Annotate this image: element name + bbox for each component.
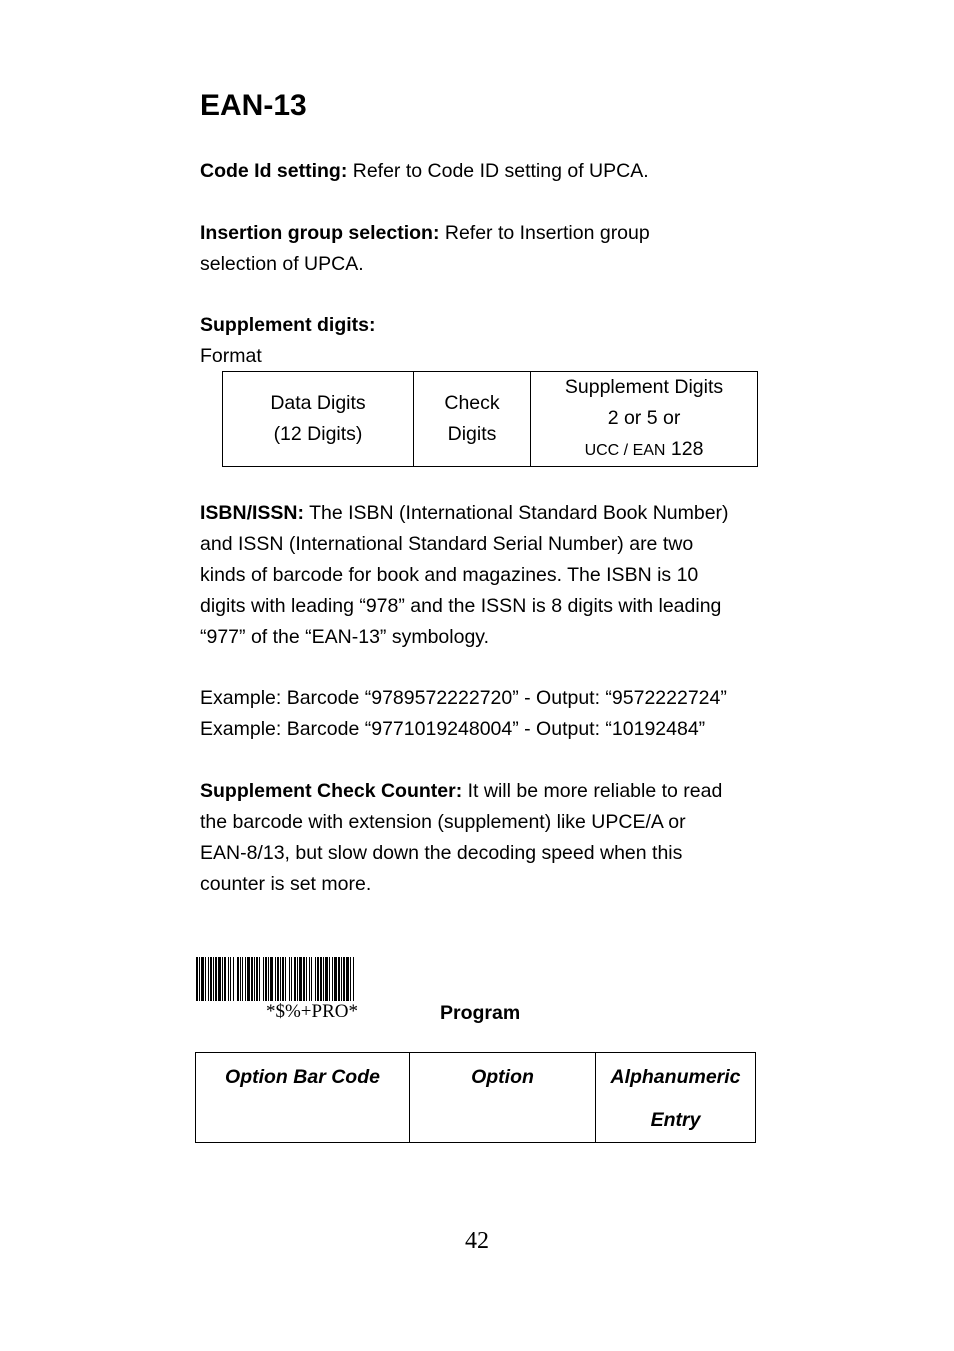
isbn-line4: digits with leading “978” and the ISSN is 8 digits with leading xyxy=(200,595,722,617)
barcode-bar xyxy=(323,957,324,1001)
insertion-paragraph xyxy=(200,218,760,280)
barcode-bar xyxy=(199,957,200,1001)
page-number: 42 xyxy=(465,1228,489,1254)
barcode-bar xyxy=(350,957,351,1001)
isbn-line3: kinds of barcode for book and magazines. The ISBN is 10 xyxy=(200,564,699,586)
format-cell-supplement-line1: Supplement Digits xyxy=(564,376,724,398)
isbn-line5: “977” of the “EAN-13” symbology. xyxy=(200,626,490,648)
option-table-header-row xyxy=(196,1053,756,1143)
code-id-text: Refer to Code ID setting of UPCA. xyxy=(347,160,649,182)
barcode-bar xyxy=(291,957,292,1001)
format-table-row xyxy=(223,372,758,467)
barcode-bar xyxy=(346,957,349,1001)
option-header: Option xyxy=(410,1053,596,1143)
alphanumeric-entry-header-line1: Alphanumeric xyxy=(610,1066,741,1088)
barcode-bar xyxy=(254,957,255,1001)
barcode-bar xyxy=(306,957,307,1001)
option-table xyxy=(195,1052,756,1143)
barcode-bar xyxy=(215,957,217,1001)
barcode-bar xyxy=(353,957,354,1001)
barcode-bar xyxy=(247,957,250,1001)
format-cell-data-digits xyxy=(223,372,414,467)
barcode-bar xyxy=(208,957,209,1001)
alphanumeric-entry-header-line2: Entry xyxy=(650,1109,701,1131)
format-cell-data-digits-line2: (12 Digits) xyxy=(273,423,363,445)
code-id-label: Code Id setting: xyxy=(200,160,348,182)
isbn-label: ISBN/ISSN: xyxy=(200,502,305,524)
barcode-bar xyxy=(332,957,333,1001)
program-label: Program xyxy=(440,1002,521,1024)
barcode-bar xyxy=(224,957,226,1001)
barcode-bar xyxy=(341,957,342,1001)
barcode-bar xyxy=(213,957,214,1001)
barcode-bar xyxy=(329,957,330,1001)
barcode-bar xyxy=(285,957,286,1001)
barcode-bar xyxy=(263,957,264,1001)
supplement-check-line4: counter is set more. xyxy=(200,873,372,895)
program-barcode-image xyxy=(195,957,429,1003)
supplement-check-line1: It will be more reliable to read xyxy=(462,780,723,802)
format-cell-supplement-line3-num: 128 xyxy=(665,438,704,460)
barcode-bar xyxy=(277,957,279,1001)
barcode-bar xyxy=(205,957,206,1001)
format-table xyxy=(222,371,758,467)
barcode-bar xyxy=(268,957,269,1001)
insertion-text: Refer to Insertion group xyxy=(439,222,650,244)
barcode-bar xyxy=(311,957,312,1001)
example-2: Example: Barcode “9771019248004” - Output: “10192484” xyxy=(200,718,706,740)
barcode-bar xyxy=(325,957,328,1001)
barcode-bar xyxy=(315,957,316,1001)
barcode-bar xyxy=(233,957,234,1001)
barcode-bar xyxy=(256,957,258,1001)
barcode-bar xyxy=(338,957,340,1001)
barcode-bar xyxy=(270,957,273,1001)
barcode-bar xyxy=(343,957,345,1001)
barcode-bar xyxy=(251,957,253,1001)
example-1: Example: Barcode “9789572222720” - Output: “9572222724” xyxy=(200,687,727,709)
code-id-paragraph xyxy=(200,156,760,187)
barcode-bar xyxy=(210,957,212,1001)
supplement-heading-label: Supplement digits: xyxy=(200,314,376,336)
insertion-label: Insertion group selection: xyxy=(200,222,440,244)
format-cell-check-digits-line2: Digits xyxy=(447,423,497,445)
barcode-bar xyxy=(280,957,281,1001)
alphanumeric-entry-header xyxy=(596,1053,756,1143)
barcode-bar xyxy=(303,957,305,1001)
page-title: EAN-13 xyxy=(200,89,307,122)
barcode-bar xyxy=(334,957,337,1001)
barcode-bar xyxy=(297,957,298,1001)
format-cell-check-digits-line1: Check xyxy=(444,392,500,414)
barcode-bar xyxy=(265,957,267,1001)
format-cell-supplement-line2: 2 or 5 or xyxy=(607,407,681,429)
supplement-check-line3: EAN-8/13, but slow down the decoding speed when this xyxy=(200,842,683,864)
supplement-check-paragraph xyxy=(200,776,760,900)
barcode-bar xyxy=(245,957,246,1001)
barcode-bar xyxy=(242,957,243,1001)
barcode-bar xyxy=(289,957,290,1001)
format-label: Format xyxy=(200,345,262,367)
barcode-bar xyxy=(196,957,198,1001)
isbn-line1: The ISBN (International Standard Book Number) xyxy=(304,502,729,524)
barcode-bar xyxy=(309,957,310,1001)
barcode-bar xyxy=(228,957,229,1001)
barcode-bar xyxy=(201,957,204,1001)
barcode-bar xyxy=(259,957,260,1001)
barcode-bar xyxy=(275,957,276,1001)
option-bar-code-header: Option Bar Code xyxy=(196,1053,410,1143)
barcode-caption: *$%+PRO* xyxy=(265,1001,358,1022)
barcode-bar xyxy=(320,957,322,1001)
barcode-bar xyxy=(282,957,284,1001)
supplement-check-label: Supplement Check Counter: xyxy=(200,780,463,802)
supplement-check-line2: the barcode with extension (supplement) like UPCE/A or xyxy=(200,811,686,833)
barcode-bar xyxy=(218,957,221,1001)
format-cell-supplement-digits xyxy=(531,372,758,467)
isbn-line2: and ISSN (International Standard Serial Number) are two xyxy=(200,533,694,555)
barcode-bar xyxy=(317,957,319,1001)
insertion-text-2: selection of UPCA. xyxy=(200,253,364,275)
barcode-bar xyxy=(299,957,302,1001)
barcode-bar xyxy=(222,957,223,1001)
format-cell-data-digits-line1: Data Digits xyxy=(270,392,366,414)
format-cell-check-digits xyxy=(414,372,531,467)
barcode-bar xyxy=(230,957,231,1001)
isbn-paragraph xyxy=(200,498,760,653)
barcode-bar xyxy=(237,957,239,1001)
supplement-heading xyxy=(200,310,760,341)
barcode-bar xyxy=(294,957,296,1001)
format-cell-supplement-line3-small: UCC / EAN xyxy=(584,442,666,459)
barcode-bar xyxy=(240,957,241,1001)
